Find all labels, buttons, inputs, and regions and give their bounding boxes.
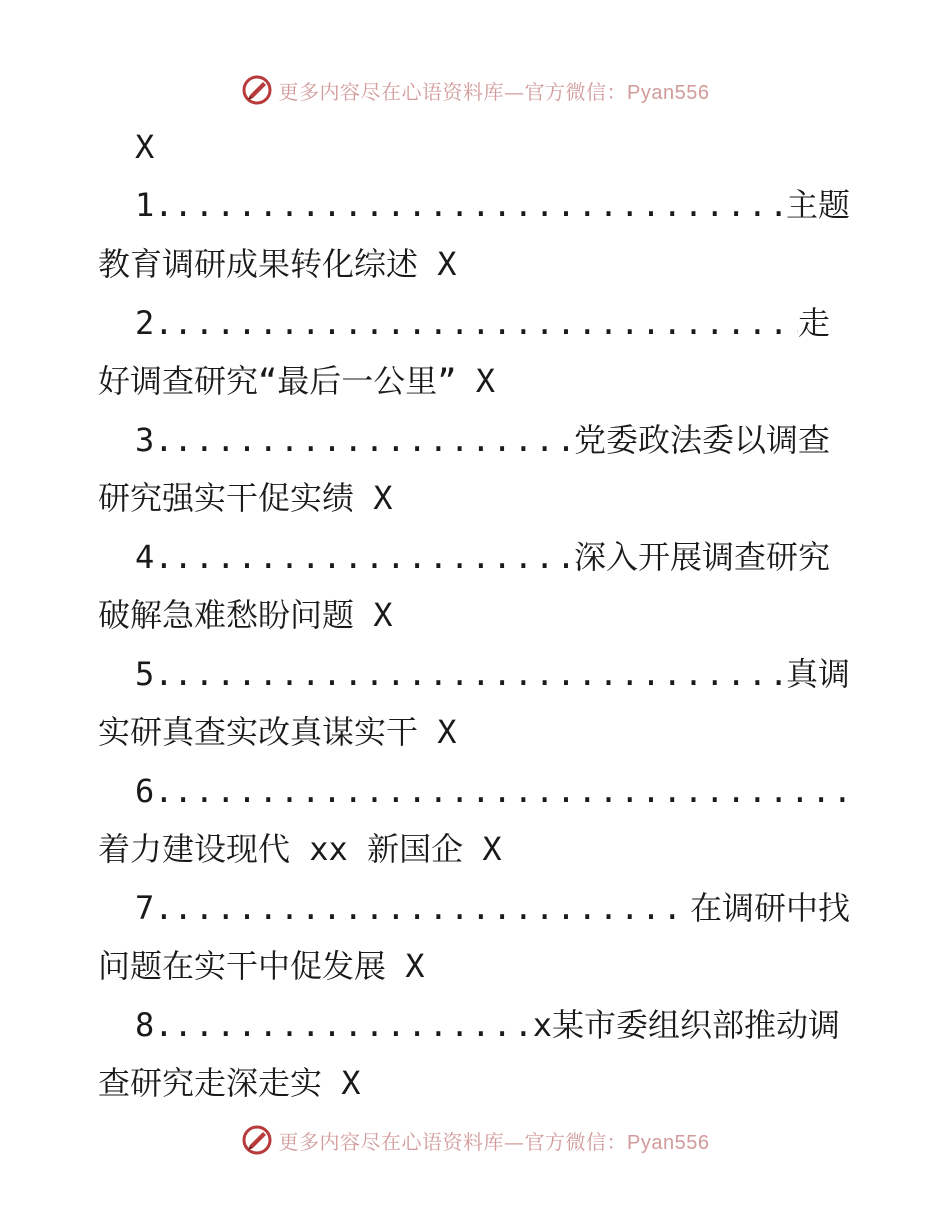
entry-title-continuation: 好调查研究“最后一公里” X — [98, 362, 496, 400]
dot-leader — [174, 1005, 533, 1045]
banner-text: 更多内容尽在心语资料库—官方微信：Pyan556 — [278, 79, 710, 104]
dot-leader — [174, 185, 786, 225]
entry-title-continuation: 着力建设现代 xx 新国企 X — [98, 830, 502, 868]
header-banner — [0, 70, 950, 110]
entry-title-continuation: 查研究走深走实 X — [98, 1064, 361, 1102]
banner-text: 更多内容尽在心语资料库—官方微信：Pyan556 — [278, 1129, 710, 1154]
logo-icon — [241, 1124, 273, 1156]
entry-title-start: x某市委组织部推动调 — [532, 1006, 840, 1044]
entry-number: 1. — [135, 186, 174, 224]
toc-entry-5 — [135, 654, 850, 694]
toc-entry-7 — [135, 888, 850, 928]
dot-leader — [174, 537, 574, 577]
entry-number: 5. — [135, 655, 174, 693]
toc-entry-3 — [135, 420, 830, 460]
dot-leader — [174, 303, 798, 343]
entry-number: 4. — [135, 538, 174, 576]
entry-title-start: 走 — [797, 304, 830, 342]
dot-leader — [174, 420, 574, 460]
entry-title-start: 真调 — [785, 655, 850, 693]
footer-banner — [0, 1120, 950, 1160]
dot-leader — [174, 771, 850, 811]
entry-title-continuation: 教育调研成果转化综述 X — [98, 245, 457, 283]
entry-title-start: 深入开展调查研究 — [573, 538, 830, 576]
wechat-id: Pyan556 — [627, 1131, 710, 1154]
entry-number: 3. — [135, 421, 174, 459]
wechat-id: Pyan556 — [627, 81, 710, 104]
toc-entry-2 — [135, 303, 830, 343]
entry-number: 6. — [135, 772, 174, 810]
toc-entry-6 — [135, 771, 850, 811]
toc-lone-item: X — [135, 128, 155, 166]
entry-number: 2. — [135, 304, 174, 342]
entry-title-start: 党委政法委以调查 — [573, 421, 830, 459]
entry-title-continuation: 问题在实干中促发展 X — [98, 947, 425, 985]
entry-title-continuation: 研究强实干促实绩 X — [98, 479, 393, 517]
entry-title-continuation: 破解急难愁盼问题 X — [98, 596, 393, 634]
entry-title-start: 在调研中找 — [689, 889, 850, 927]
dot-leader — [174, 654, 786, 694]
entry-number: 7. — [135, 889, 174, 927]
logo-icon — [241, 74, 273, 106]
toc-entry-4 — [135, 537, 830, 577]
toc-entry-1 — [135, 185, 850, 225]
entry-title-start: 主题 — [785, 186, 850, 224]
entry-number: 8. — [135, 1006, 174, 1044]
toc-entry-8 — [135, 1005, 840, 1045]
entry-title-continuation: 实研真查实改真谋实干 X — [98, 713, 457, 751]
dot-leader — [174, 888, 690, 928]
